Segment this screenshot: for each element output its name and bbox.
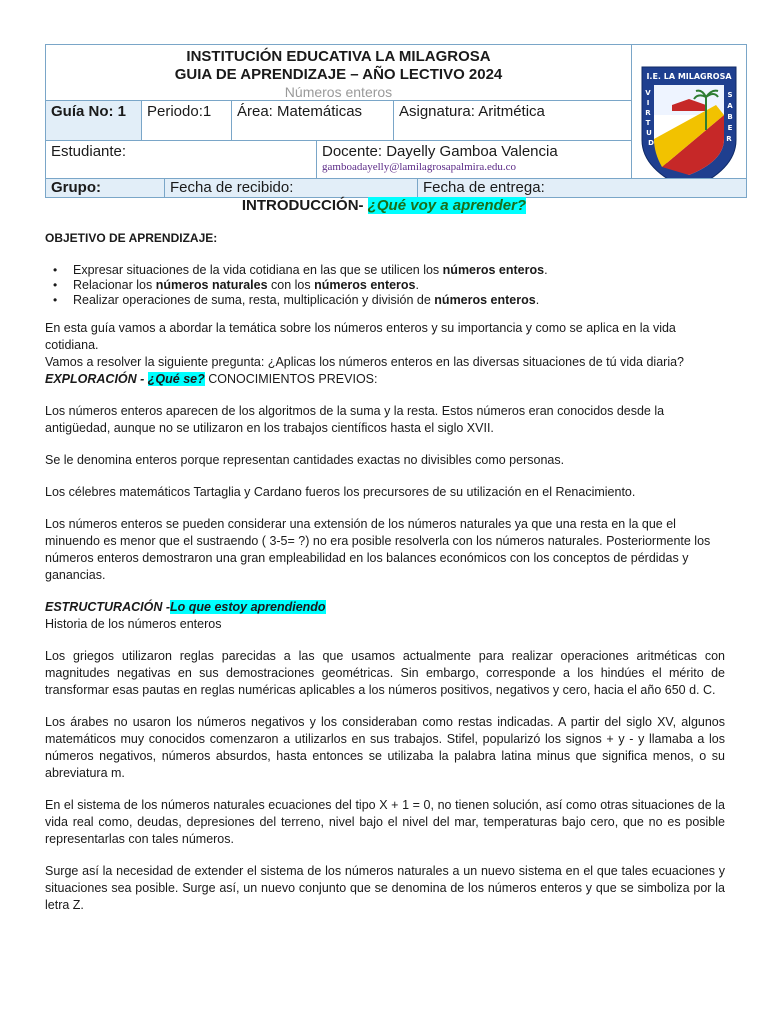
grupo-cell: Grupo: [51, 179, 101, 196]
logo-letter: R [645, 109, 651, 117]
header-table [45, 44, 747, 198]
item-text: . [535, 293, 540, 307]
list-item [73, 293, 725, 308]
item-text: . [415, 278, 419, 292]
exploracion-rest: CONOCIMIENTOS PREVIOS: [204, 372, 378, 386]
estructuracion-highlight: Lo que estoy aprendiendo [170, 600, 326, 614]
exploracion-paragraph: Los números enteros se pueden considerar una extensión de los números naturales ya que una resta en la que el minuendo es menor que el sustraendo ( 3-5= ?) no era posible resolverla con los números naturales. Posteriormente los números enteros demostraron una gran empleabilidad en los balances económicos con los conceptos de pérdidas y ganancias. [45, 517, 711, 582]
estructuracion-paragraph: Los griegos utilizaron reglas parecidas a las que usamos actualmente para realizar operaciones aritméticas con magnitudes negativas en sus demostraciones geométricas. Sin embargo, corresponde a los hindúes el mérito de transformar esas pautas en reglas numéricas aplicables a los números positivos, negativos y cero, hacia el año 650 d. C. [45, 649, 725, 697]
item-text: Relacionar los [73, 278, 156, 292]
logo-cell [631, 45, 746, 197]
docente-cell [316, 141, 631, 178]
item-bold: números naturales [155, 278, 268, 292]
exploracion-paragraph: Se le denomina enteros porque representan cantidades exactas no divisibles como personas. [45, 453, 565, 467]
logo-letter: V [645, 89, 651, 97]
introduccion-heading [0, 197, 768, 214]
header-title-block [46, 45, 631, 100]
item-text: con los [267, 278, 315, 292]
estructuracion-paragraph: Surge así la necesidad de extender el sistema de los números naturales a un nuevo sistema en el que tales ecuaciones y situaciones sea posible. Surge así, un nuevo conjunto que se denomina de los números enteros y que se simboliza por la letra Z. [45, 864, 725, 912]
fecha-recibido-cell: Fecha de recibido: [164, 179, 417, 197]
logo-letter: I [646, 99, 650, 107]
document-body [45, 230, 725, 929]
exploracion-highlight: ¿Qué se? [147, 372, 205, 386]
student-row [46, 140, 631, 178]
logo-letter: B [727, 113, 733, 121]
objective-list [45, 263, 725, 308]
item-text: Realizar operaciones de suma, resta, multiplicación y división de [73, 293, 435, 307]
exploracion-paragraph: Los célebres matemáticos Tartaglia y Cardano fueros los precursores de su utilización en el Renacimiento. [45, 485, 636, 499]
list-item [73, 263, 725, 278]
intro-question: Vamos a resolver la siguiente pregunta: ¿Aplicas los números enteros en las diversas situaciones de tú vida diaria? [45, 355, 684, 369]
estructuracion-subtitle: Historia de los números enteros [45, 617, 222, 631]
logo-letter: E [727, 124, 733, 132]
fecha-entrega-cell: Fecha de entrega: [417, 179, 746, 197]
intro-highlight: ¿Qué voy a aprender? [367, 197, 527, 214]
exploracion-label: EXPLORACIÓN - [45, 372, 148, 386]
logo-top-text: I.E. LA MILAGROSA [646, 72, 732, 81]
logo-letter: U [646, 129, 652, 137]
logo-letter: R [726, 135, 732, 143]
institution-name: INSTITUCIÓN EDUCATIVA LA MILAGROSA [186, 48, 491, 65]
asignatura-cell: Asignatura: Aritmética [393, 101, 631, 140]
objective-title: OBJETIVO DE APRENDIZAJE: [45, 231, 218, 245]
docente-email-link[interactable]: gamboadayelly@lamilagrosapalmira.edu.co [322, 161, 517, 173]
logo-letter: A [727, 102, 733, 110]
list-item [73, 278, 725, 293]
estudiante-cell: Estudiante: [51, 143, 127, 160]
intro-label: INTRODUCCIÓN- [241, 197, 364, 214]
guia-number: Guía No: 1 [46, 101, 141, 140]
school-shield-logo [632, 45, 745, 195]
exploracion-heading [45, 371, 725, 388]
item-bold: números enteros [434, 293, 536, 307]
docente-name: Docente: Dayelly Gamboa Valencia [322, 143, 558, 160]
guide-info-row [46, 100, 631, 140]
item-bold: números enteros [442, 263, 545, 277]
dates-row [46, 178, 746, 197]
area-cell: Área: Matemáticas [231, 101, 393, 140]
guide-title: GUIA DE APRENDIZAJE – AÑO LECTIVO 2024 [174, 66, 503, 83]
estructuracion-paragraph: Los árabes no usaron los números negativos y los consideraban como restas indicadas. A partir del siglo XV, algunos matemáticos muy conocidos comenzaron a utilizarlos en sus trabajos. Stifel, popularizó los signos + y - y llamaba a los números negativos, números absurdos, hasta entonces se utilizaba la palabra latina minus que significa menos, o su abreviatura m. [45, 715, 725, 780]
estructuracion-heading [45, 599, 725, 616]
logo-letter: T [645, 119, 651, 127]
estructuracion-label: ESTRUCTURACIÓN - [45, 600, 170, 614]
periodo-cell: Periodo:1 [141, 101, 231, 140]
topic-title: Números enteros [284, 84, 393, 100]
estructuracion-paragraph: En el sistema de los números naturales ecuaciones del tipo X + 1 = 0, no tienen solución, así como otras situaciones de la vida real como, deudas, depresiones del terreno, nivel bajo el nivel del mar, temperaturas bajo cero, que no es posible representarlas con tales números. [45, 798, 725, 846]
item-text: Expresar situaciones de la vida cotidiana en las que se utilicen los [73, 263, 443, 277]
item-bold: números enteros [314, 278, 416, 292]
logo-letter: S [727, 91, 733, 99]
logo-letter: D [648, 139, 654, 147]
intro-paragraph: En esta guía vamos a abordar la temática sobre los números enteros y su importancia y como se aplica en la vida cotidiana. [45, 321, 676, 352]
item-text: . [544, 263, 548, 277]
exploracion-paragraph: Los números enteros aparecen de los algoritmos de la suma y la resta. Estos números eran conocidos desde la antigüedad, aunque no se utilizaron en los trabajos científicos hasta el siglo XVII. [45, 404, 665, 435]
